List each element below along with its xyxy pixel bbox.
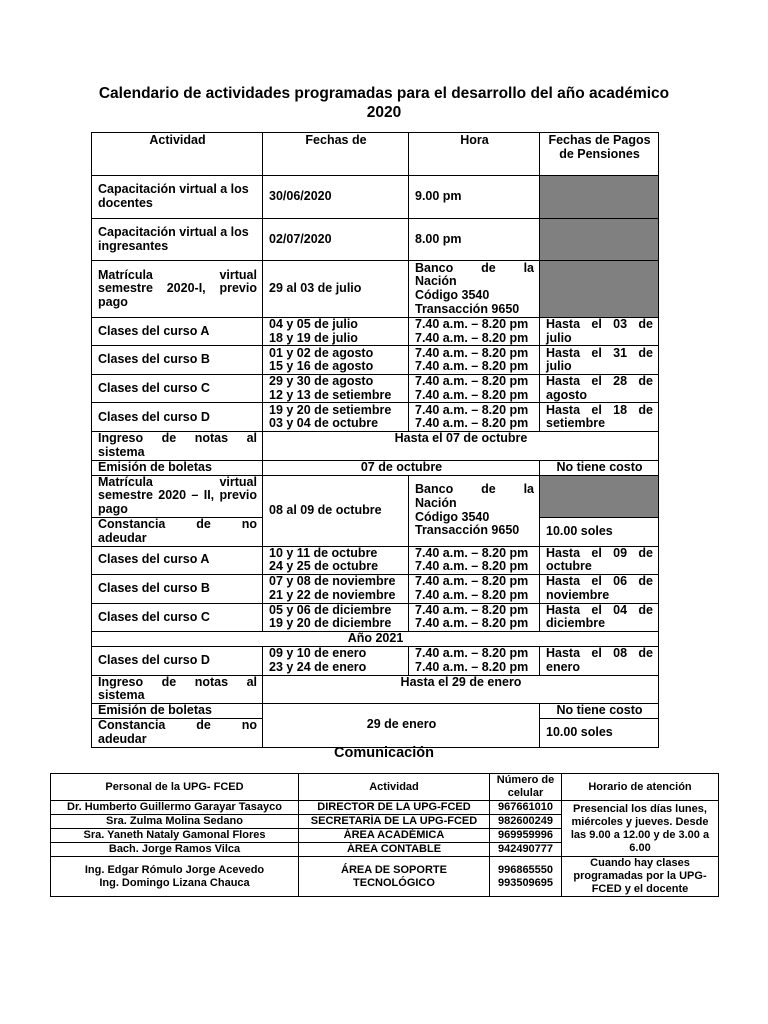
cell-hora: 7.40 a.m. – 8.20 pm 7.40 a.m. – 8.20 pm <box>409 574 540 603</box>
cell-fecha: 04 y 05 de julio 18 y 19 de julio <box>263 318 409 346</box>
contact-name: Dr. Humberto Guillermo Garayar Tasayco <box>51 801 299 815</box>
cell-hora: 7.40 a.m. – 8.20 pm 7.40 a.m. – 8.20 pm <box>409 546 540 574</box>
contacts-table <box>50 773 719 897</box>
cell-pago: Hasta el 06 de noviembre <box>540 574 659 603</box>
section-title-comunicacion: Comunicación <box>334 745 434 761</box>
cell-pago: Hasta el 08 de enero <box>540 646 659 675</box>
cell-fecha: 30/06/2020 <box>263 176 409 219</box>
table-row <box>92 432 659 460</box>
cell-actividad: Clases del curso C <box>92 375 263 403</box>
contact-role: SECRETARÍA DE LA UPG-FCED <box>299 815 490 829</box>
table-row <box>92 475 659 517</box>
cell-actividad: Clases del curso A <box>92 546 263 574</box>
cell-actividad: Ingreso de notas al sistema <box>92 675 263 703</box>
cell-actividad: Clases del curso A <box>92 318 263 346</box>
header-horario: Horario de atención <box>562 774 719 801</box>
cell-fecha: 08 al 09 de octubre <box>263 475 409 546</box>
cell-pago: 10.00 soles <box>540 718 659 747</box>
cell-fecha: 02/07/2020 <box>263 219 409 261</box>
cell-hora: 9.00 pm <box>409 176 540 219</box>
table-header-row <box>92 133 659 176</box>
cell-actividad: Emisión de boletas <box>92 460 263 475</box>
table-row <box>92 703 659 718</box>
contact-role: ÁREA DE SOPORTE TECNOLÓGICO <box>299 857 490 897</box>
cell-fecha: 10 y 11 de octubre 24 y 25 de octubre <box>263 546 409 574</box>
cell-pago: Hasta el 09 de octubre <box>540 546 659 574</box>
cell-hora: 7.40 a.m. – 8.20 pm 7.40 a.m. – 8.20 pm <box>409 318 540 346</box>
cell-pago: No tiene costo <box>540 703 659 718</box>
contact-name: Ing. Edgar Rómulo Jorge Acevedo Ing. Domingo Lizana Chauca <box>51 857 299 897</box>
header-fechas: Fechas de <box>263 133 409 176</box>
table-row <box>92 403 659 432</box>
cell-actividad: Matrícula virtual semestre 2020 – II, previo pago <box>92 475 263 517</box>
cell-actividad: Clases del curso D <box>92 646 263 675</box>
contact-phone: 982600249 <box>490 815 562 829</box>
activities-table <box>91 132 659 748</box>
cell-actividad: Clases del curso D <box>92 403 263 432</box>
horario-presencial: Presencial los días lunes, miércoles y jueves. Desde las 9.00 a 12.00 y de 3.00 a 6.00 <box>562 801 719 857</box>
table-row <box>92 546 659 574</box>
page-title: Calendario de actividades programadas para el desarrollo del año académico 2020 <box>98 85 670 121</box>
table-row <box>92 646 659 675</box>
cell-actividad: Matrícula virtual semestre 2020-I, previo pago <box>92 261 263 318</box>
cell-hora: 7.40 a.m. – 8.20 pm 7.40 a.m. – 8.20 pm <box>409 403 540 432</box>
cell-fecha: 07 y 08 de noviembre 21 y 22 de noviembre <box>263 574 409 603</box>
cell-fecha: 09 y 10 de enero 23 y 24 de enero <box>263 646 409 675</box>
cell-span: Hasta el 07 de octubre <box>263 432 659 460</box>
contact-row <box>51 801 719 815</box>
cell-pago: 10.00 soles <box>540 517 659 546</box>
contact-role: ÁREA CONTABLE <box>299 843 490 857</box>
header-actividad: Actividad <box>299 774 490 801</box>
contacts-header-row <box>51 774 719 801</box>
cell-hora: Banco de la Nación Código 3540 Transacción 9650 <box>409 475 540 546</box>
contact-row <box>51 857 719 897</box>
cell-actividad: Clases del curso B <box>92 574 263 603</box>
cell-pago: Hasta el 18 de setiembre <box>540 403 659 432</box>
contact-phone: 967661010 <box>490 801 562 815</box>
cell-fecha: 19 y 20 de setiembre 03 y 04 de octubre <box>263 403 409 432</box>
table-row <box>92 346 659 375</box>
year-row <box>92 631 659 646</box>
contact-role: ÁREA ACADÉMICA <box>299 829 490 843</box>
cell-pago: Hasta el 28 de agosto <box>540 375 659 403</box>
cell-pago-shaded <box>540 176 659 219</box>
cell-actividad: Capacitación virtual a los ingresantes <box>92 219 263 261</box>
table-row <box>92 460 659 475</box>
cell-hora: Banco de la Nación Código 3540 Transacción 9650 <box>409 261 540 318</box>
year-label: Año 2021 <box>92 631 659 646</box>
cell-hora: 7.40 a.m. – 8.20 pm 7.40 a.m. – 8.20 pm <box>409 346 540 375</box>
header-hora: Hora <box>409 133 540 176</box>
table-row <box>92 176 659 219</box>
cell-pago: Hasta el 03 de julio <box>540 318 659 346</box>
cell-pago-shaded <box>540 475 659 517</box>
cell-fecha: 01 y 02 de agosto 15 y 16 de agosto <box>263 346 409 375</box>
header-personal: Personal de la UPG- FCED <box>51 774 299 801</box>
cell-actividad: Ingreso de notas al sistema <box>92 432 263 460</box>
contact-phone: 969959996 <box>490 829 562 843</box>
cell-fecha: 29 y 30 de agosto 12 y 13 de setiembre <box>263 375 409 403</box>
cell-actividad: Clases del curso C <box>92 603 263 631</box>
contact-name: Sra. Yaneth Nataly Gamonal Flores <box>51 829 299 843</box>
contact-phone: 996865550 993509695 <box>490 857 562 897</box>
table-row <box>92 219 659 261</box>
cell-pago: Hasta el 31 de julio <box>540 346 659 375</box>
cell-hora: 7.40 a.m. – 8.20 pm 7.40 a.m. – 8.20 pm <box>409 646 540 675</box>
cell-pago-shaded <box>540 219 659 261</box>
horario-clases: Cuando hay clases programadas por la UPG-FCED y el docente <box>562 857 719 897</box>
cell-hora: 8.00 pm <box>409 219 540 261</box>
header-pagos: Fechas de Pagos de Pensiones <box>540 133 659 176</box>
cell-actividad: Constancia de no adeudar <box>92 517 263 546</box>
cell-actividad: Constancia de no adeudar <box>92 718 263 747</box>
cell-actividad: Clases del curso B <box>92 346 263 375</box>
cell-fecha: 05 y 06 de diciembre 19 y 20 de diciembre <box>263 603 409 631</box>
cell-actividad: Capacitación virtual a los docentes <box>92 176 263 219</box>
cell-span: Hasta el 29 de enero <box>263 675 659 703</box>
cell-hora: 7.40 a.m. – 8.20 pm 7.40 a.m. – 8.20 pm <box>409 603 540 631</box>
cell-fecha: 29 al 03 de julio <box>263 261 409 318</box>
contact-phone: 942490777 <box>490 843 562 857</box>
table-row <box>92 675 659 703</box>
table-row <box>92 318 659 346</box>
table-row <box>92 261 659 318</box>
table-row <box>92 375 659 403</box>
cell-pago: No tiene costo <box>540 460 659 475</box>
cell-hora: 7.40 a.m. – 8.20 pm 7.40 a.m. – 8.20 pm <box>409 375 540 403</box>
table-row <box>92 603 659 631</box>
contact-name: Sra. Zulma Molina Sedano <box>51 815 299 829</box>
contact-name: Bach. Jorge Ramos Vilca <box>51 843 299 857</box>
cell-pago-shaded <box>540 261 659 318</box>
contact-role: DIRECTOR DE LA UPG-FCED <box>299 801 490 815</box>
cell-pago: Hasta el 04 de diciembre <box>540 603 659 631</box>
header-celular: Número de celular <box>490 774 562 801</box>
cell-span: 07 de octubre <box>263 460 540 475</box>
cell-span: 29 de enero <box>263 703 540 747</box>
header-actividad: Actividad <box>92 133 263 176</box>
table-row <box>92 574 659 603</box>
cell-actividad: Emisión de boletas <box>92 703 263 718</box>
